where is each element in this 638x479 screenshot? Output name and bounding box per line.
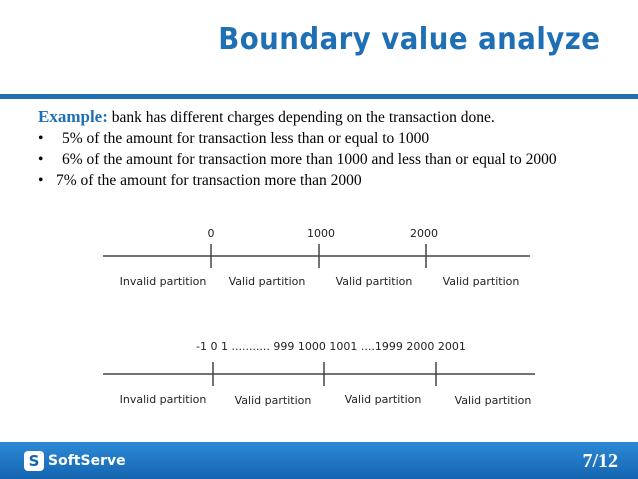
partition-label-1-2: Valid partition — [335, 275, 413, 288]
example-label: Example: — [38, 107, 108, 126]
diagram-2 — [103, 340, 535, 407]
tick-label-1-1: 1000 — [307, 227, 335, 240]
slide-title: Boundary value analyze — [217, 22, 600, 57]
bullet-text-2: 6% of the amount for transaction more than 1000 and less than or equal to 2000 — [62, 151, 557, 168]
softserve-logo-icon: S — [24, 451, 44, 471]
example-text: bank has different charges depending on the transaction done. — [107, 109, 495, 126]
partition-label-2-3: Valid partition — [454, 394, 532, 407]
bullet-text-3: 7% of the amount for transaction more than 2000 — [56, 172, 362, 189]
tick-label-1-0: 0 — [207, 227, 215, 240]
bullet-dot: • — [38, 130, 44, 147]
values-label-2: -1 0 1 ........... 999 1000 1001 ....1999 2000 2001 — [196, 340, 466, 353]
logo-text: SoftServe — [48, 453, 126, 469]
diagram-1 — [103, 227, 530, 288]
softserve-logo — [24, 450, 126, 472]
tick-label-1-2: 2000 — [410, 227, 438, 240]
bullet-dot: • — [38, 151, 44, 168]
bullet-dot: • — [38, 172, 44, 189]
partition-label-1-1: Valid partition — [228, 275, 306, 288]
partition-label-2-0: Invalid partition — [119, 393, 207, 406]
partition-label-2-1: Valid partition — [234, 394, 312, 407]
partition-label-1-0: Invalid partition — [119, 275, 207, 288]
partition-label-2-2: Valid partition — [344, 393, 422, 406]
partition-label-1-3: Valid partition — [442, 275, 520, 288]
bullet-text-1: 5% of the amount for transaction less than or equal to 1000 — [62, 130, 430, 147]
page-number: 7/12 — [582, 450, 618, 472]
footer-bar — [0, 442, 638, 479]
